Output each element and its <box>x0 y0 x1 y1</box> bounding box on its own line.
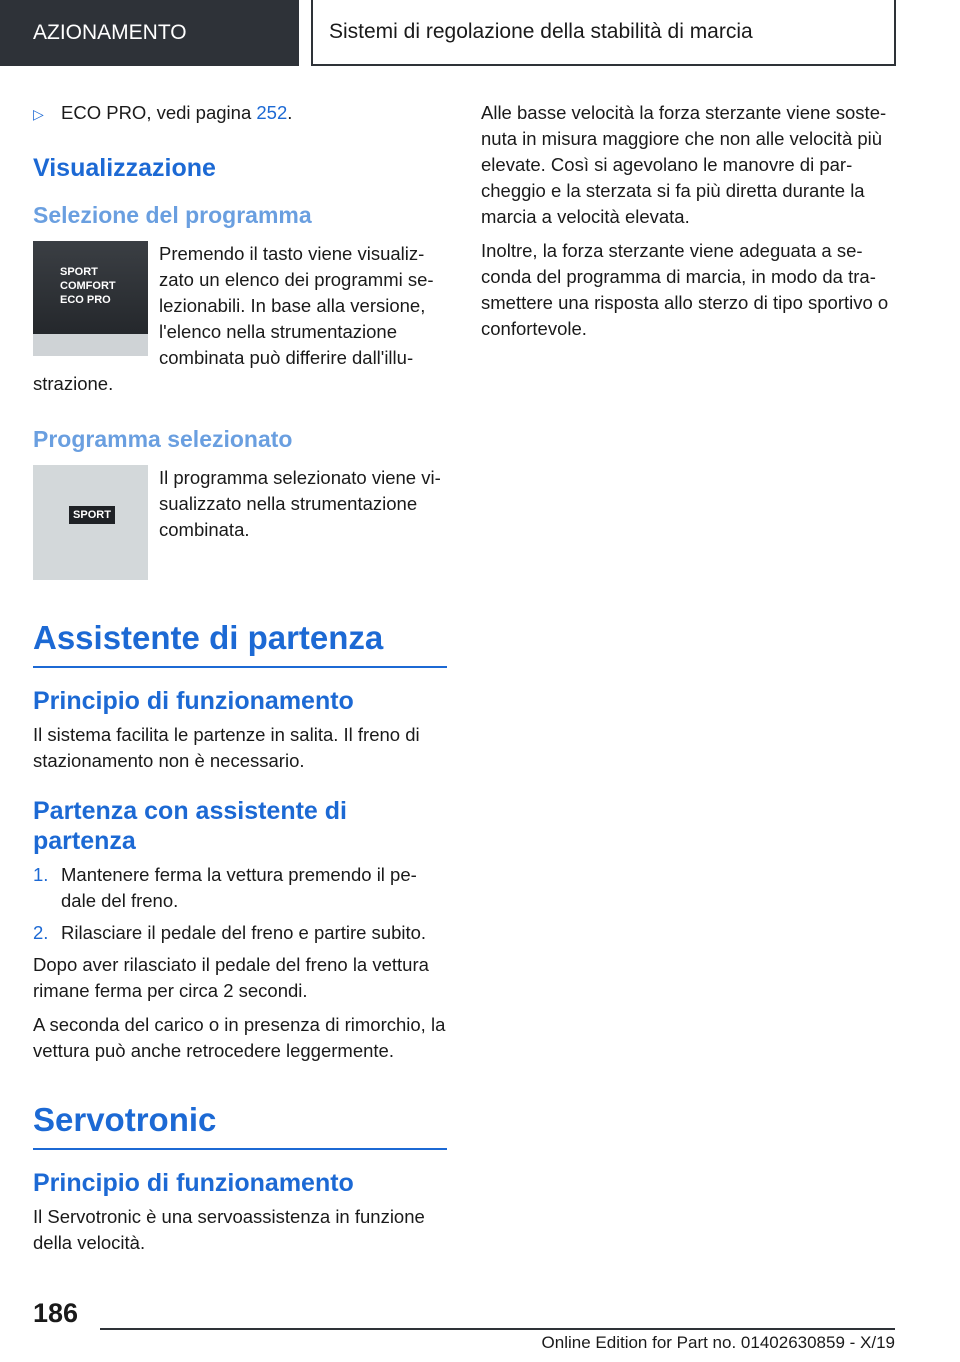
page-number: 186 <box>33 1298 79 1328</box>
heading-principle-1: Principio di funzionamento <box>33 687 354 715</box>
page-header <box>0 0 960 66</box>
page-link[interactable]: 252 <box>256 102 288 123</box>
heading-program-selection: Selezione del programma <box>33 202 312 228</box>
chapter-title: Sistemi di regolazione della stabilità di marcia <box>311 0 896 66</box>
program-list-image <box>33 241 148 356</box>
edition-text: Online Edition for Part no. 01402630859 - X/19 <box>541 1333 895 1352</box>
selection-text-continued: strazione. <box>33 373 114 394</box>
principle-2-text: Il Servotronic è una servoassistenza in funzione della velocità. <box>33 1206 425 1253</box>
selected-block <box>33 465 447 580</box>
servotronic-text-1: Alle basse velocità la forza sterzante viene soste-nuta in misura maggiore che non alle velocità più elevate. Così si agevolano le manovre di par-cheggio e la sterzata si fa più diretta durante la marcia a velocità elevata. <box>481 102 887 227</box>
left-column <box>33 100 447 1264</box>
selection-text: Premendo il tasto viene visualiz-zato un elenco dei programmi se-lezionabili. In base alla versione, l'elenco nella strumentazione combinata può differire dall'illu- <box>159 243 434 368</box>
right-column <box>481 100 896 350</box>
section-tab: AZIONAMENTO <box>0 0 299 66</box>
bullet-item: ▷ ECO PRO, vedi pagina 252. <box>33 100 447 127</box>
footer-divider <box>100 1328 895 1330</box>
program-menu: SPORT COMFORT ECO PRO <box>60 266 116 306</box>
list-item: 2. Rilasciare il pedale del freno e partire subito. <box>33 922 427 943</box>
triangle-bullet-icon: ▷ <box>33 106 44 122</box>
principle-1-text: Il sistema facilita le partenze in salita. Il freno di stazionamento non è necessario. <box>33 724 420 771</box>
selected-program-image <box>33 465 148 580</box>
list-item: 1. Mantenere ferma la vettura premendo il pe-dale del freno. <box>33 864 417 911</box>
heading-start-assistant: Assistente di partenza <box>33 618 447 668</box>
sport-label: SPORT <box>69 506 115 524</box>
heading-servotronic: Servotronic <box>33 1100 447 1150</box>
selected-text: Il programma selezionato viene vi-sualizzato nella strumentazione combinata. <box>159 467 441 540</box>
heading-principle-2: Principio di funzionamento <box>33 1169 354 1197</box>
heading-start-with-assistant: Partenza con assistente di partenza <box>33 797 348 855</box>
after-text-1: Dopo aver rilasciato il pedale del freno la vettura rimane ferma per circa 2 secondi. <box>33 954 429 1001</box>
servotronic-text-2: Inoltre, la forza sterzante viene adeguata a se-conda del programma di marcia, in modo da tra-smettere una risposta allo sterzo di tipo sportivo o confortevole. <box>481 240 889 339</box>
after-text-2: A seconda del carico o in presenza di rimorchio, la vettura può anche retrocedere leggermente. <box>33 1014 446 1061</box>
heading-display: Visualizzazione <box>33 154 216 182</box>
heading-selected-program: Programma selezionato <box>33 426 293 452</box>
selection-block <box>33 241 447 371</box>
